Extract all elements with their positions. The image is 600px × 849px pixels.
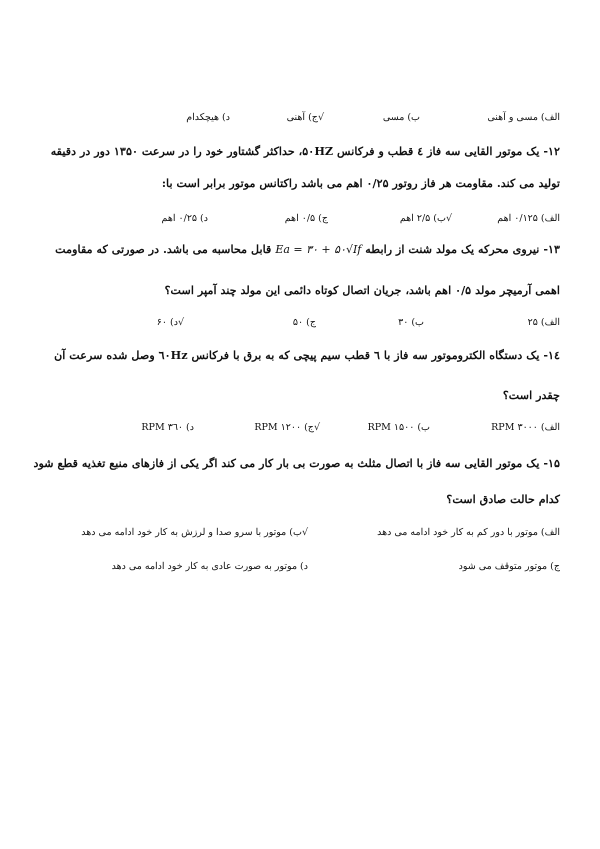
q15-option-c: ج) موتور متوقف می شود	[458, 561, 560, 572]
q15-line1: ۱۵- یک موتور القایی سه فاز با اتصال مثلث به صورت بی بار کار می کند اگر یکی از فازهای منبع تغذیه قطع شود	[33, 456, 560, 470]
q11-option-c: √ج) آهنی	[286, 112, 324, 123]
q12-line2: تولید می کند. مقاومت هر فاز روتور ۰/۲۵ اهم می باشد راکتانس موتور برابر است با:	[161, 176, 560, 190]
q13-option-c: ج) ۵۰	[292, 317, 316, 328]
check-mark-icon: √	[177, 317, 184, 328]
q14-option-a: الف) ۳۰۰۰ RPM	[491, 422, 560, 433]
q15-option-b: √ب) موتور با سرو صدا و لرزش به کار خود ادامه می دهد	[81, 527, 308, 538]
q13-option-a: الف) ۲۵	[527, 317, 560, 328]
q14-option-d: د) ۳٦۰ RPM	[141, 422, 194, 433]
q14-line2: چقدر است؟	[502, 388, 560, 402]
q12-option-a: الف) ۰/۱۲۵ اهم	[497, 213, 560, 224]
q13-options	[40, 317, 560, 335]
q13-option-d: √د) ۶۰	[156, 317, 184, 328]
q15-options-row1	[40, 527, 560, 545]
q11-option-b: ب) مسی	[382, 112, 420, 123]
check-mark-icon: √	[445, 213, 452, 224]
q12-options	[40, 213, 560, 231]
q12-option-c: ج) ۰/۵ اهم	[284, 213, 328, 224]
q14-options	[40, 422, 560, 440]
q15-line2: کدام حالت صادق است؟	[446, 492, 560, 506]
q11-option-a: الف) مسی و آهنی	[487, 112, 560, 123]
q15-option-d: د) موتور به صورت عادی به کار خود ادامه می دهد	[111, 561, 308, 572]
check-mark-icon: √	[301, 527, 308, 538]
q12-option-d: د) ۰/۲۵ اهم	[161, 213, 208, 224]
q14-line1: ۱٤- یک دستگاه الکتروموتور سه فاز با ٦ قطب سیم پیچی که به برق با فرکانس ٦۰Hz وصل شده سرعت آن	[54, 348, 560, 362]
check-mark-icon: √	[317, 112, 324, 123]
q11-options	[40, 112, 560, 130]
q12-line1: ۱۲- یک موتور القایی سه فاز ٤ قطب و فرکانس ۵۰HZ، حداکثر گشتاور خود را در سرعت ۱۳۵۰ دور در دقیقه	[50, 144, 560, 158]
q13-line1: ۱۳- نیروی محرکه یک مولد شنت از رابطه Ea = ۳۰ + ۵۰√If قابل محاسبه می باشد. در صورتی که مقاومت	[55, 242, 560, 256]
q14-option-b: ب) ۱۵۰۰ RPM	[367, 422, 430, 433]
q12-option-b: √ب) ۲/۵ اهم	[399, 213, 452, 224]
q15-options-row2	[40, 561, 560, 579]
q15-option-a: الف) موتور با دور کم به کار خود ادامه می دهد	[377, 527, 560, 538]
q14-option-c: √ج) ۱۲۰۰ RPM	[254, 422, 320, 433]
q13-formula: Ea = ۳۰ + ۵۰√If	[275, 243, 362, 256]
check-mark-icon: √	[313, 422, 320, 433]
q11-option-d: د) هیچکدام	[186, 112, 230, 123]
q13-line2: اهمی آرمیچر مولد ۰/۵ اهم باشد، جریان اتصال کوتاه دائمی این مولد چند آمپر است؟	[164, 283, 560, 297]
q13-option-b: ب) ۳۰	[398, 317, 424, 328]
